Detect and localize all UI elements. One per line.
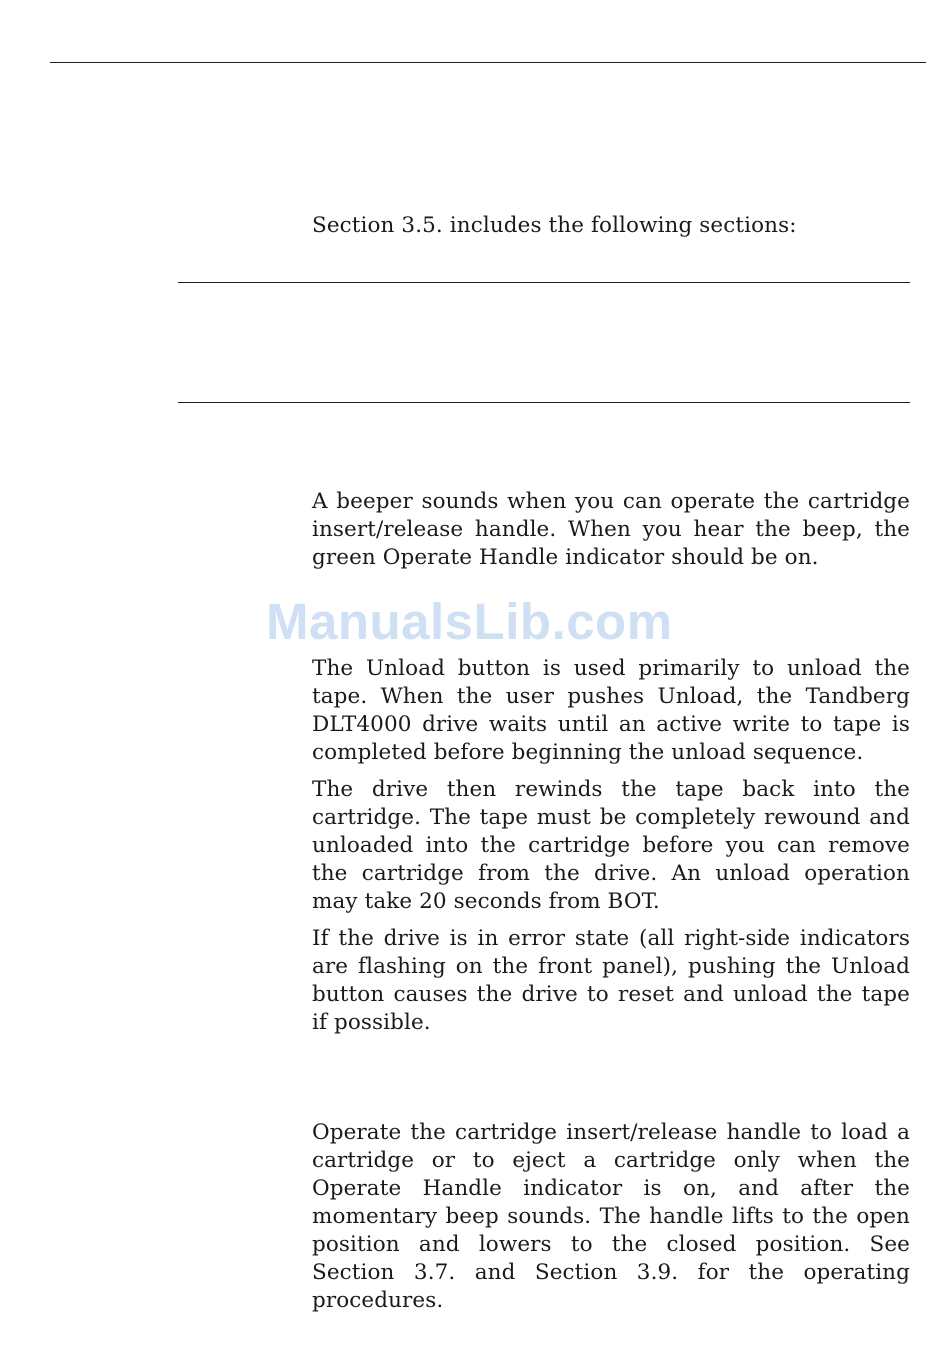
section-divider-top — [178, 282, 910, 283]
watermark-logo: ManualsLib.com — [266, 593, 673, 650]
beeper-paragraph: A beeper sounds when you can operate the cartridge insert/release handle. When you hear the beep, the green Operate Handle indicator should be on. — [312, 489, 910, 570]
unload-paragraph-1: The Unload button is used primarily to unload the tape. When the user pushes Unload, the Tandberg DLT4000 drive waits until an active write to tape is completed before beginning the unload sequence. — [312, 656, 910, 765]
section-divider-bottom — [178, 402, 910, 403]
unload-paragraph-2: The drive then rewinds the tape back into the cartridge. The tape must be completely rewound and unloaded into the cartridge before you can remove the cartridge from the drive. An unload operation may take 20 seconds from BOT. — [312, 777, 910, 914]
header-rule — [50, 62, 926, 63]
intro-paragraph: Section 3.5. includes the following sections: — [312, 213, 797, 238]
unload-paragraph-3: If the drive is in error state (all right-side indicators are flashing on the front panel), pushing the Unload button causes the drive to reset and unload the tape if possible. — [312, 926, 910, 1035]
handle-paragraph: Operate the cartridge insert/release handle to load a cartridge or to eject a cartridge only when the Operate Handle indicator is on, and after the momentary beep sounds. The handle lifts to the open position and lowers to the closed position. See Section 3.7. and Section 3.9. for the operating procedures. — [312, 1120, 910, 1313]
